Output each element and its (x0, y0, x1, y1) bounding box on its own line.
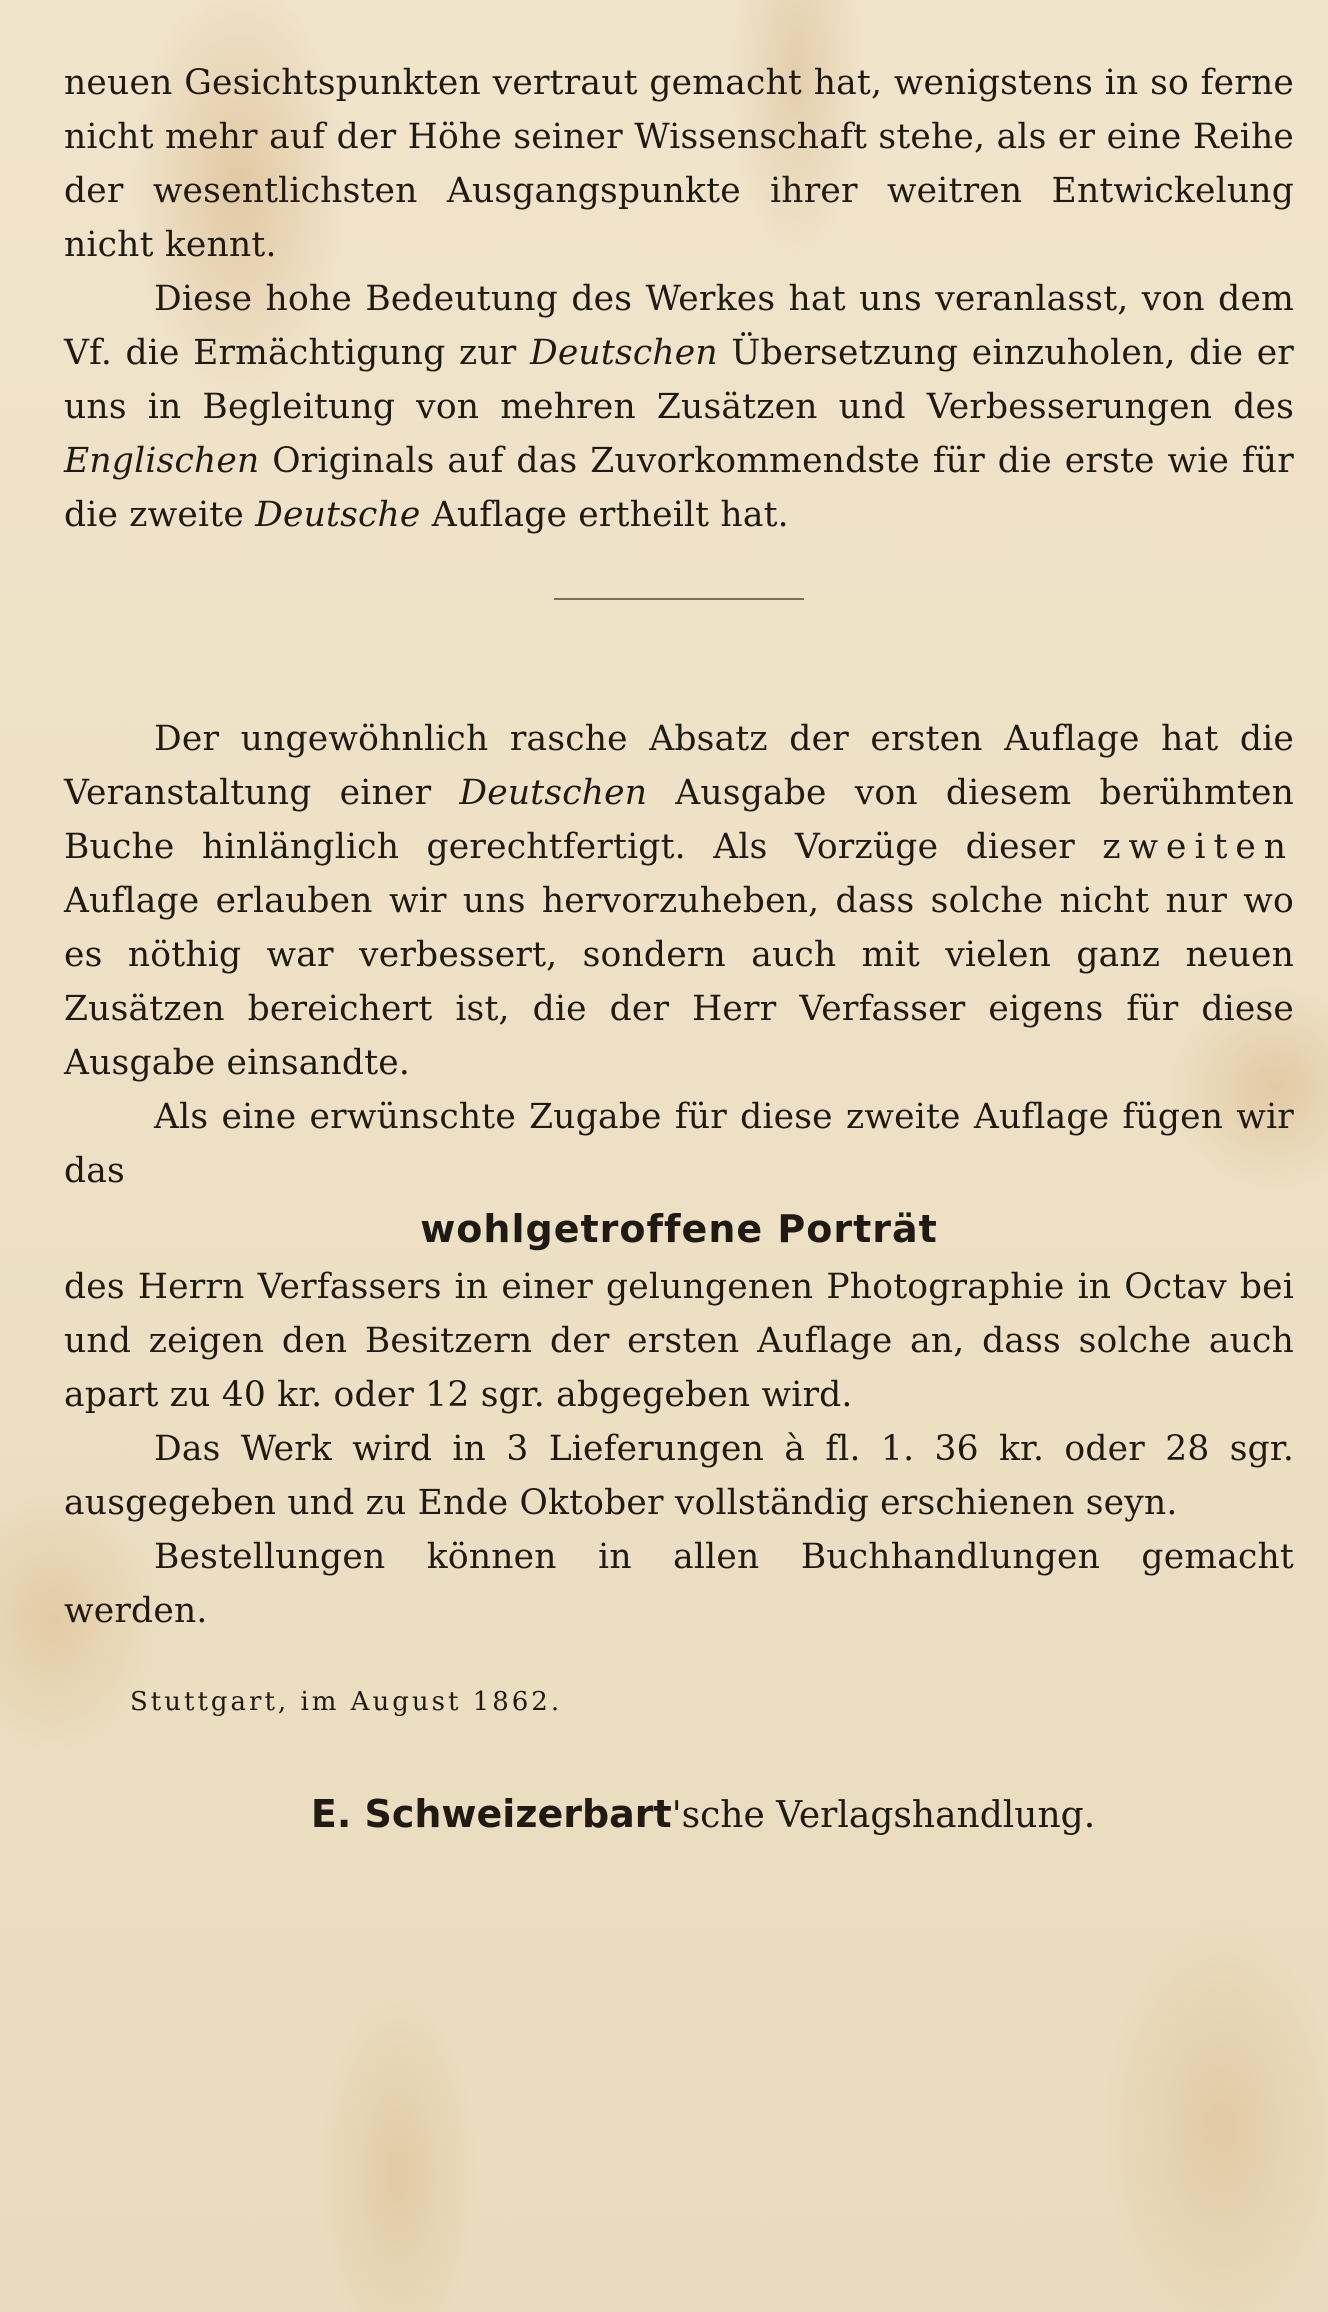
paragraph-1: neuen Gesichtspunkten vertraut gemacht hat, wenigstens in so ferne nicht mehr auf der Höhe seiner Wissenschaft stehe, als er eine Reihe der wesentlichsten Ausgangspunkte ihrer weitren Entwickelung nicht kennt. (64, 63, 1294, 265)
paragraph-3-text-a: Der ungewöhnlich rasche Absatz der ersten Auflage hat die Veranstaltung einer (64, 719, 1294, 813)
paragraph-2 (64, 272, 1294, 542)
paragraph-4: Als eine erwünschte Zugabe für diese zweite Auflage fügen wir das (64, 1097, 1294, 1191)
paragraph-2-emphasis-a: Deutschen (529, 333, 718, 373)
paragraph-3 (64, 712, 1294, 1090)
paragraph-2-emphasis-b: Englischen (64, 441, 260, 481)
paragraph-6: Das Werk wird in 3 Lieferungen à fl. 1. 36 kr. oder 28 sgr. ausgegeben und zu Ende Oktober vollständig erschienen seyn. (64, 1429, 1294, 1523)
publisher-name: E. Schweizerbart (310, 1792, 672, 1836)
paragraph-2-text-b: Übersetzung einzuholen, die er uns in Begleitung von mehren Zusätzen und Verbesserungen des (64, 333, 1294, 427)
portrait-heading: wohlgetroffene Porträt (420, 1207, 938, 1251)
paragraph-3-text-b: Ausgabe von diesem berühmten Buche hinlänglich gerechtfertigt. Als Vorzüge dieser (64, 773, 1294, 867)
paragraph-2-emphasis-c: Deutsche (255, 495, 421, 535)
paragraph-2-text-c: Originals auf das Zuvorkommendste für die erste wie für die zweite (64, 441, 1294, 535)
paragraph-7: Bestellungen können in allen Buchhandlungen gemacht werden. (64, 1537, 1294, 1631)
paragraph-2-text-d: Auflage ertheilt hat. (420, 495, 789, 535)
paragraph-3-spaced-word: zweiten (1102, 827, 1294, 867)
paragraph-5: des Herrn Verfassers in einer gelungenen Photographie in Octav bei und zeigen den Besitzern der ersten Auflage an, dass solche auch apart zu 40 kr. oder 12 sgr. abgegeben wird. (64, 1267, 1294, 1415)
publisher-suffix: 'sche Verlagshandlung. (671, 1795, 1096, 1836)
paragraph-3-text-c: Auflage erlauben wir uns hervorzuheben, dass solche nicht nur wo es nöthig war verbessert, sondern auch mit vielen ganz neuen Zusätzen bereichert ist, die der Herr Verfasser eigens für diese Ausgabe einsandte. (64, 881, 1294, 1083)
separator-rule (554, 598, 804, 600)
dateline: Stuttgart, im August 1862. (130, 1687, 563, 1717)
publisher-signature (112, 1786, 1294, 1844)
paragraph-2-text-a: Diese hohe Bedeutung des Werkes hat uns veranlasst, von dem Vf. die Ermächtigung zur (64, 279, 1294, 373)
paragraph-3-emphasis-a: Deutschen (459, 773, 648, 813)
document-page (64, 56, 1294, 1844)
